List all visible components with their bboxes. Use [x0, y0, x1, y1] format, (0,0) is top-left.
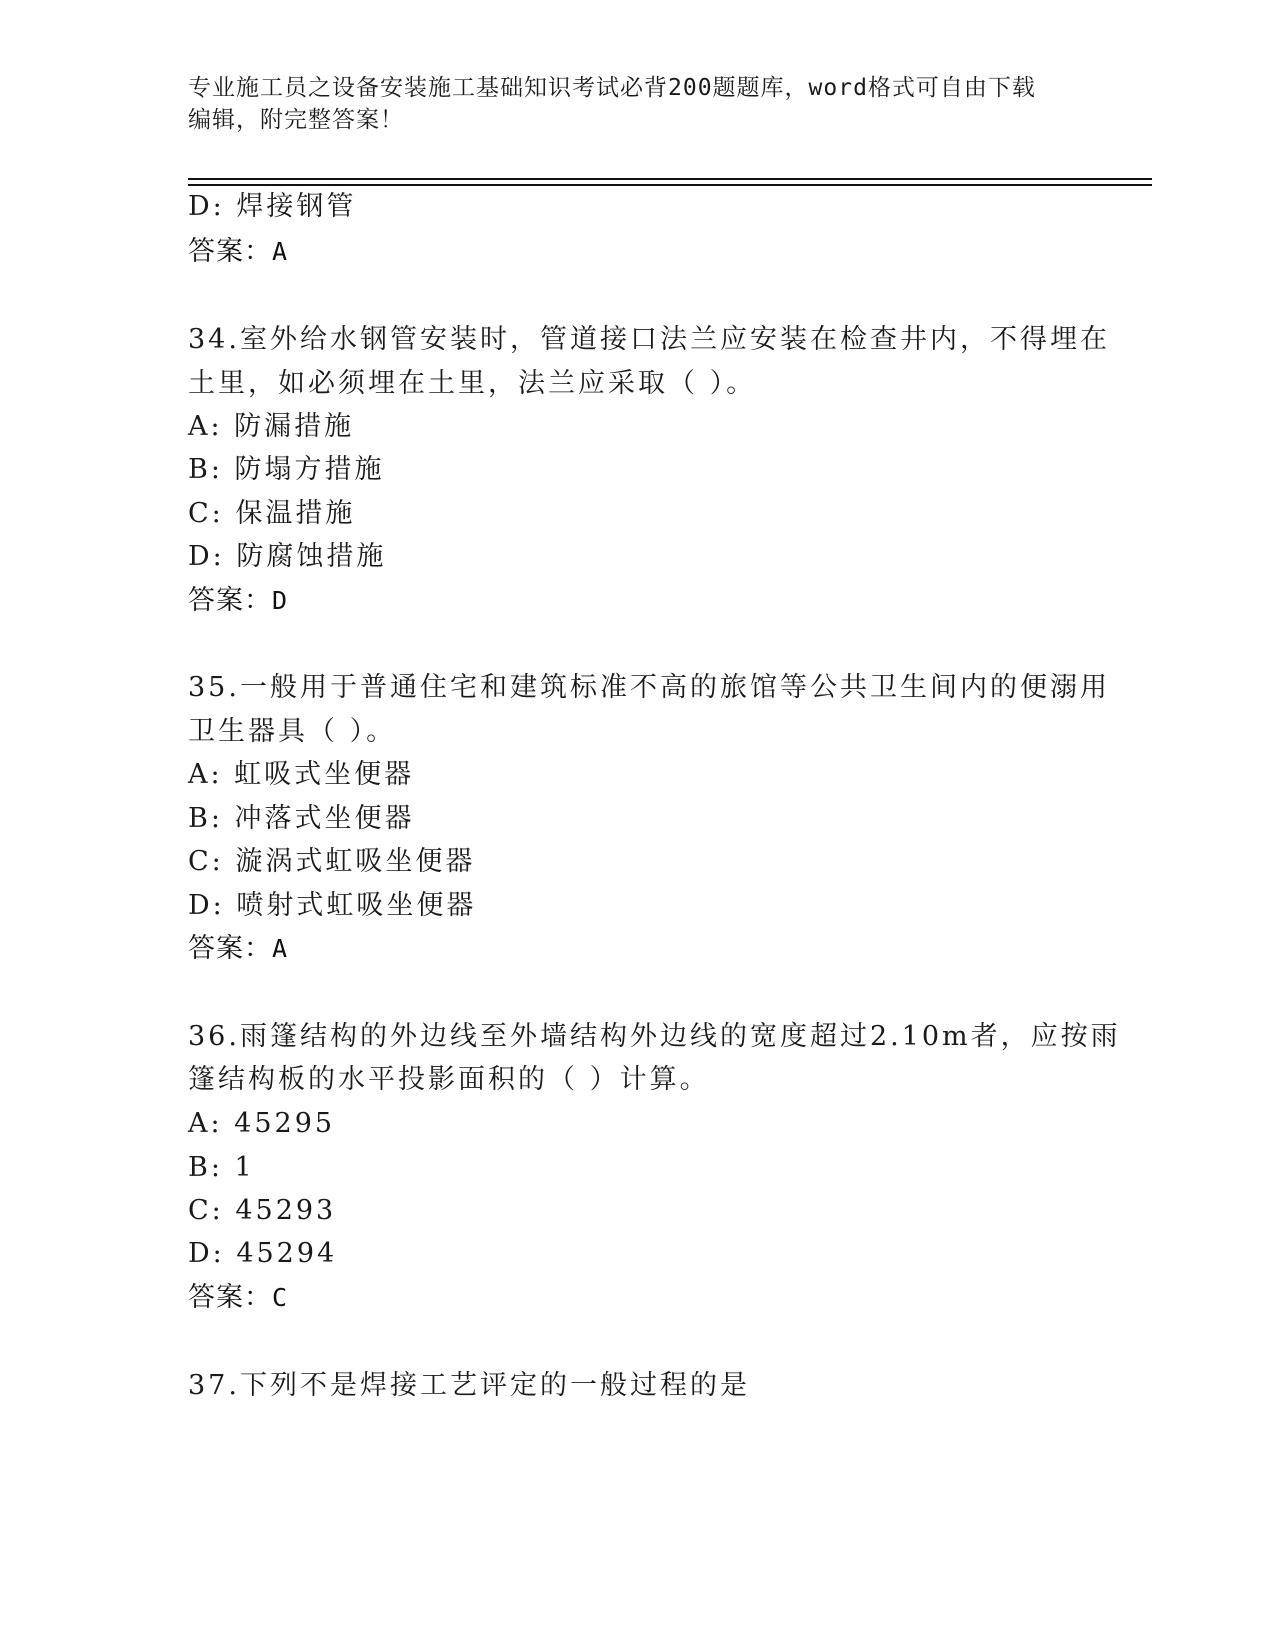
q34-answer	[188, 584, 288, 618]
q36-option-a: A: 45295	[188, 1108, 336, 1139]
header-title-line2: 编辑，附完整答案！	[188, 107, 404, 133]
header-divider-bottom	[188, 184, 1152, 186]
q33-option-d: D: 焊接钢管	[188, 191, 357, 222]
q34-answer-value: D	[272, 586, 289, 615]
q37-stem-line1: 37.下列不是焊接工艺评定的一般过程的是	[188, 1370, 750, 1401]
q35-option-c: C: 漩涡式虹吸坐便器	[188, 846, 476, 877]
document-header	[188, 72, 1088, 136]
q35-stem-line1: 35.一般用于普通住宅和建筑标准不高的旅馆等公共卫生间内的便溺用	[188, 672, 1110, 703]
q34-answer-label: 答案：	[188, 585, 272, 616]
header-title-line1: 专业施工员之设备安装施工基础知识考试必背200题题库，word格式可自由下载	[188, 75, 1036, 101]
q33-answer	[188, 235, 288, 269]
q36-answer-label: 答案：	[188, 1282, 272, 1313]
q35-option-a: A: 虹吸式坐便器	[188, 759, 415, 790]
q36-answer	[188, 1281, 288, 1315]
header-divider-top	[188, 178, 1152, 180]
q34-stem-line1: 34.室外给水钢管安装时，管道接口法兰应安装在检查井内，不得埋在	[188, 324, 1110, 355]
q36-answer-value: C	[272, 1283, 289, 1312]
q33-answer-label: 答案：	[188, 236, 272, 267]
q34-option-a: A: 防漏措施	[188, 411, 355, 442]
q35-answer-value: A	[272, 934, 289, 963]
q34-option-c: C: 保温措施	[188, 498, 356, 529]
q33-answer-value: A	[272, 237, 289, 266]
q35-answer-label: 答案：	[188, 933, 272, 964]
q34-stem-line2: 土里，如必须埋在土里，法兰应采取（ ）。	[188, 368, 757, 399]
q36-stem-line1: 36.雨篷结构的外边线至外墙结构外边线的宽度超过2.10m者，应按雨	[188, 1021, 1121, 1052]
q35-answer	[188, 932, 288, 966]
q35-option-b: B: 冲落式坐便器	[188, 803, 415, 834]
q34-option-b: B: 防塌方措施	[188, 454, 385, 485]
q36-option-c: C: 45293	[188, 1195, 337, 1226]
q34-option-d: D: 防腐蚀措施	[188, 541, 387, 572]
q36-option-b: B: 1	[188, 1152, 255, 1183]
q35-option-d: D: 喷射式虹吸坐便器	[188, 890, 477, 921]
q36-option-d: D: 45294	[188, 1238, 338, 1269]
q36-stem-line2: 篷结构板的水平投影面积的（ ）计算。	[188, 1064, 710, 1095]
q35-stem-line2: 卫生器具（ ）。	[188, 716, 397, 747]
